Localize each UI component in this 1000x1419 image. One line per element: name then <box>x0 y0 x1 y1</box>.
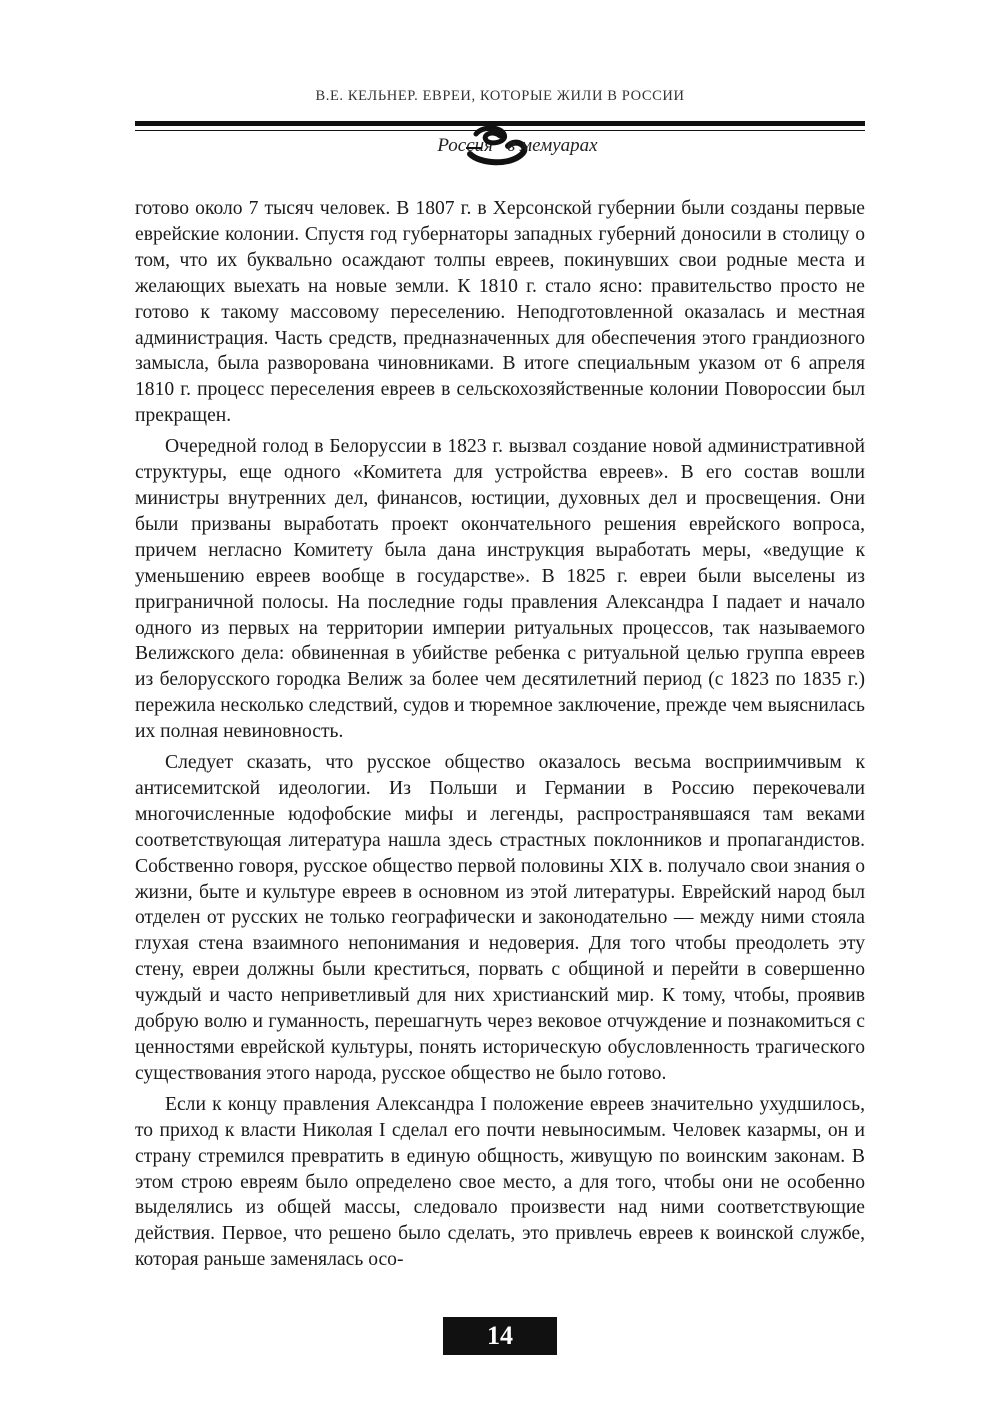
series-right-text: в мемуарах <box>507 135 598 156</box>
series-left-text: Россия <box>437 135 493 156</box>
main-text <box>135 196 865 1273</box>
series-title <box>135 130 865 170</box>
running-title: В.Е. КЕЛЬНЕР. ЕВРЕИ, КОТОРЫЕ ЖИЛИ В РОССИИ <box>315 88 685 104</box>
paragraph: готово около 7 тысяч человек. В 1807 г. в Херсонской губернии были созданы первые еврейские колонии. Спустя год губернаторы западных губерний доносили в столицу о том, что их буквально осаждают толпы евреев, покинувших свои родные места и желающих выехать на новые земли. К 1810 г. стало ясно: правительство просто не готово к такому массовому переселению. Неподготовленной оказалась и местная администрация. Часть средств, предназначенных для обеспечения этого грандиозного замысла, была разворована чиновниками. В итоге специальным указом от 6 апреля 1810 г. процесс переселения евреев в сельскохозяйственные колонии Поворосcии был прекращен. <box>135 198 865 427</box>
paragraph: Очередной голод в Белоруссии в 1823 г. вызвал создание новой административной структуры, еще одного «Комитета для устройства евреев». В его состав вошли министры внутренних дел, финансов, юстиции, духовных дел и просвещения. Они были призваны выработать проект окончательного решения еврейского вопроса, причем негласно Комитету была дана инструкция выработать меры, «ведущие к уменьшению евреев вообще в государстве». В 1825 г. евреи были выселены из приграничной полосы. На последние годы правления Александра I падает и начало одного из первых на территории империи ритуальных процессов, так называемого Велижского дела: обвиненная в убийстве ребенка с ритуальной целью группа евреев из белорусского городка Велиж за более чем десятилетний период (с 1823 по 1835 г.) пережила несколько следствий, судов и тюремное заключение, прежде чем выяснилась их полная невиновность. <box>135 436 865 743</box>
paragraph: Если к концу правления Александра I положение евреев значительно ухудшилось, то приход к власти Николая I сделал его почти невыносимым. Человек казармы, он и страну стремился превратить в единую общность, живущую по воинским законам. В этом строю евреям было определено свое место, а для того, чтобы они не особенно выделялись из общей массы, следовало произвести над ними соответствующие действия. Первое, что решено было сделать, это привлечь евреев к воинской службе, которая раньше заменялась осо- <box>135 1093 865 1271</box>
paragraph: Следует сказать, что русское общество оказалось весьма восприимчивым к антисемитской идеологии. Из Польши и Германии в Россию перекочевали многочисленные юдофобские мифы и легенды, распространявшаяся там веками соответствующая литература нашла здесь страстных поклонников и пропагандистов. Собственно говоря, русское общество первой половины XIX в. получало свои знания о жизни, быте и культуре евреев в основном из этой литературы. Еврейский народ был отделен от русских не только географически и законодательно — между ними стояла глухая стена взаимного непонимания и недоверия. Для того чтобы преодолеть эту стену, евреи должны были креститься, порвать с общиной и перейти в совершенно чуждый и часто неприветливый для них христианский мир. К тому, чтобы, проявив добрую волю и гуманность, перешагнуть через вековое отчуждение и познакомиться с ценностями еврейской культуры, понять историческую обусловленность трагического существования этого народа, русское общество не было готово. <box>135 752 865 1084</box>
page-number: 14 <box>443 1317 557 1355</box>
